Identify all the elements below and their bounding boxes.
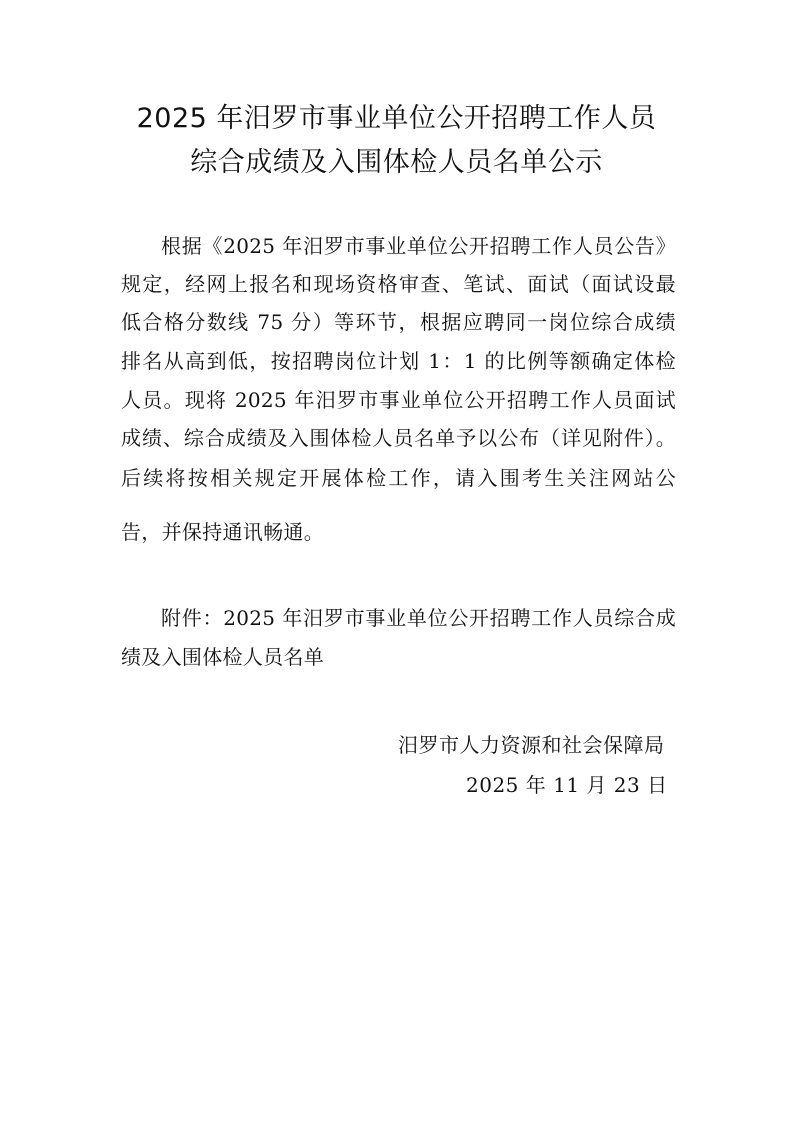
body-line: 告，并保持通讯畅通。	[121, 520, 324, 544]
body-line: 后续将按相关规定开展体检工作，请入围考生关注网站公	[121, 466, 676, 490]
body-line: 根据《2025 年汨罗市事业单位公开招聘工作人员公告》	[161, 234, 676, 258]
attachment-line: 绩及入围体检人员名单	[121, 645, 324, 669]
body-line: 成绩、综合成绩及入围体检人员名单予以公布（详见附件）。	[121, 426, 676, 450]
issuer-name: 汨罗市人力资源和社会保障局	[398, 733, 665, 757]
body-line: 排名从高到低，按招聘岗位计划 1：1 的比例等额确定体检	[121, 349, 676, 373]
body-line: 人员。现将 2025 年汨罗市事业单位公开招聘工作人员面试	[121, 388, 676, 412]
document-title-line-1: 2025 年汨罗市事业单位公开招聘工作人员	[136, 103, 657, 134]
document-title-line-2: 综合成绩及入围体检人员名单公示	[190, 147, 603, 178]
attachment-line: 附件：2025 年汨罗市事业单位公开招聘工作人员综合成	[161, 606, 676, 630]
body-line: 低合格分数线 75 分）等环节，根据应聘同一岗位综合成绩	[121, 310, 676, 334]
issue-date: 2025 年 11 月 23 日	[466, 773, 668, 797]
body-line: 规定，经网上报名和现场资格审查、笔试、面试（面试设最	[121, 272, 676, 296]
